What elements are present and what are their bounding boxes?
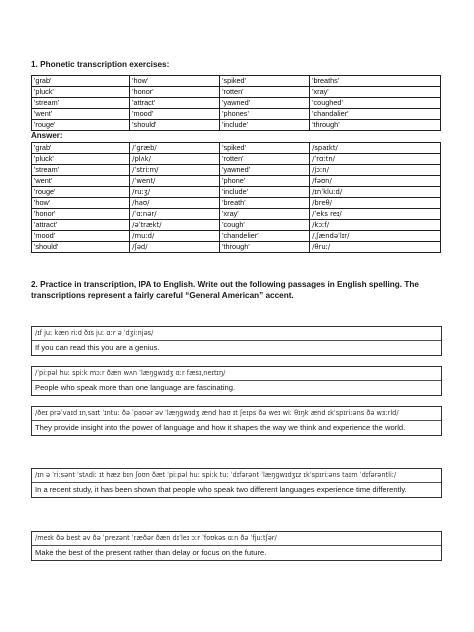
table-cell: 'rouge' (32, 187, 130, 198)
table-cell: 'spiked' (220, 143, 310, 154)
table-row (32, 109, 441, 120)
ipa-transcription: /ɪn ə ˈriːsənt ˈstʌdiː ɪt hæz bɪn ʃoʊn ðæt ˈpiːpəl huː spiːk tuː ˈdɪfərənt ˈlæŋɡwɪdʒɪz ɪkˈspɪriːəns taɪm ˈdɪfərəntliː/ (32, 469, 441, 483)
table-row (32, 187, 441, 198)
table-cell: 'breaths' (310, 76, 441, 87)
table-cell: 'how' (130, 76, 220, 87)
table-cell: /əˈtrækt/ (130, 220, 220, 231)
table-row (32, 76, 441, 87)
table-cell: /breθ/ (310, 198, 441, 209)
ipa-transcription: /ˈpiːpəl huː spiːk mɔːr ðæn wʌn ˈlæŋɡwɪdʒ ɑːr fæsɪˌneɪtɪŋ/ (32, 367, 441, 381)
table-cell: /ˈwent/ (130, 176, 220, 187)
table-cell: 'grab' (32, 76, 130, 87)
answer-table (31, 142, 441, 253)
english-answer: They provide insight into the power of language and how it shapes the way we think and experience the world. (35, 422, 406, 432)
table-cell: 'include' (220, 187, 310, 198)
table-cell: 'xray' (310, 87, 441, 98)
table-cell: 'mood' (32, 231, 130, 242)
table-cell: /haʊ/ (130, 198, 220, 209)
table-cell: 'xray' (220, 209, 310, 220)
section-1-title: 1. Phonetic transcription exercises: (31, 60, 170, 69)
table-cell: 'how' (32, 198, 130, 209)
table-cell: /ˈɑːnər/ (130, 209, 220, 220)
table-cell: 'pluck' (32, 154, 130, 165)
table-cell: 'rotten' (220, 87, 310, 98)
table-cell: 'stream' (32, 165, 130, 176)
table-cell: 'phone' (220, 176, 310, 187)
table-cell: /ʃəd/ (130, 242, 220, 253)
table-cell: 'rouge' (32, 120, 130, 131)
table-row (32, 143, 441, 154)
table-cell: /θruː/ (310, 242, 441, 253)
table-cell: /ˈeks reɪ/ (310, 209, 441, 220)
table-row (32, 231, 441, 242)
table-cell: /jɔːn/ (310, 165, 441, 176)
table-cell: 'through' (220, 242, 310, 253)
table-row (32, 242, 441, 253)
table-cell: 'mood' (130, 109, 220, 120)
table-cell: /plʌk/ (130, 154, 220, 165)
table-cell: 'cough' (220, 220, 310, 231)
table-row (32, 220, 441, 231)
table-cell: /ˌʃændəˈlɪr/ (310, 231, 441, 242)
table-cell: 'breath' (220, 198, 310, 209)
table-cell: 'honor' (130, 87, 220, 98)
table-row (32, 209, 441, 220)
section-2-title: 2. Practice in transcription, IPA to English. Write out the following passages in English spelling. The transcriptions represent a fairly careful “General American” accent. (31, 280, 419, 300)
table-row (32, 154, 441, 165)
table-cell: 'pluck' (32, 87, 130, 98)
english-answer: People who speak more than one language are fascinating. (35, 382, 236, 392)
ipa-transcription: /ðeɪ prəˈvaɪd ɪnˌsaɪt ˈɪntuː ðə ˈpaʊər əv ˈlæŋɡwɪdʒ ænd haʊ ɪt ʃeɪps ðə weɪ wiː θɪŋk ænd ɪkˈspɪriːəns ðə wɜːrld/ (32, 407, 441, 421)
table-cell: 'yawned' (220, 98, 310, 109)
table-cell: 'attract' (32, 220, 130, 231)
table-row (32, 165, 441, 176)
table-cell: 'chandalier' (310, 109, 441, 120)
table-cell: /ˈrɑːtn/ (310, 154, 441, 165)
table-cell: 'went' (32, 109, 130, 120)
table-row (32, 120, 441, 131)
ipa-transcription: /meɪk ðə best əv ðə ˈprezənt ˈræðər ðæn dɪˈleɪ ɔːr ˈfoʊkəs ɑːn ðə ˈfjuːtʃər/ (32, 532, 441, 546)
table-cell: /muːd/ (130, 231, 220, 242)
table-cell: 'rotten' (220, 154, 310, 165)
ipa-transcription: /ɪf juː kæn riːd ðɪs juː ɑːr ə ˈdʒiːnjəs/ (32, 327, 441, 341)
table-cell: 'stream' (32, 98, 130, 109)
english-answer: Make the best of the present rather than delay or focus on the future. (35, 547, 267, 557)
table-cell: 'should' (32, 242, 130, 253)
transcription-task-4 (31, 468, 442, 498)
table-cell: /spaɪkt/ (310, 143, 441, 154)
english-answer: In a recent study, it has been shown that people who speak two different languages experience time differently. (35, 484, 407, 494)
table-cell: 'attract' (130, 98, 220, 109)
transcription-task-5 (31, 531, 442, 561)
english-answer: If you can read this you are a genius. (35, 342, 160, 352)
table-cell: /fəʊn/ (310, 176, 441, 187)
transcription-task-2 (31, 366, 442, 396)
table-cell: 'phones' (220, 109, 310, 120)
table-cell: 'yawned' (220, 165, 310, 176)
table-cell: 'chandelier' (220, 231, 310, 242)
table-cell: 'spiked' (220, 76, 310, 87)
table-cell: 'should' (130, 120, 220, 131)
table-cell: 'honor' (32, 209, 130, 220)
table-cell: /ruːʒ/ (130, 187, 220, 198)
table-row (32, 176, 441, 187)
table-cell: 'include' (220, 120, 310, 131)
table-cell: /ɪnˈkluːd/ (310, 187, 441, 198)
table-row (32, 87, 441, 98)
transcription-task-3 (31, 406, 442, 436)
exercise-table (31, 75, 441, 131)
table-cell: /ˈstriːm/ (130, 165, 220, 176)
table-cell: /ˈɡræb/ (130, 143, 220, 154)
table-row (32, 98, 441, 109)
table-cell: /kɔːf/ (310, 220, 441, 231)
table-row (32, 198, 441, 209)
table-cell: 'grab' (32, 143, 130, 154)
table-cell: 'coughed' (310, 98, 441, 109)
table-cell: 'went' (32, 176, 130, 187)
answer-label: Answer: (31, 131, 63, 140)
table-cell: 'through' (310, 120, 441, 131)
transcription-task-1 (31, 326, 442, 356)
